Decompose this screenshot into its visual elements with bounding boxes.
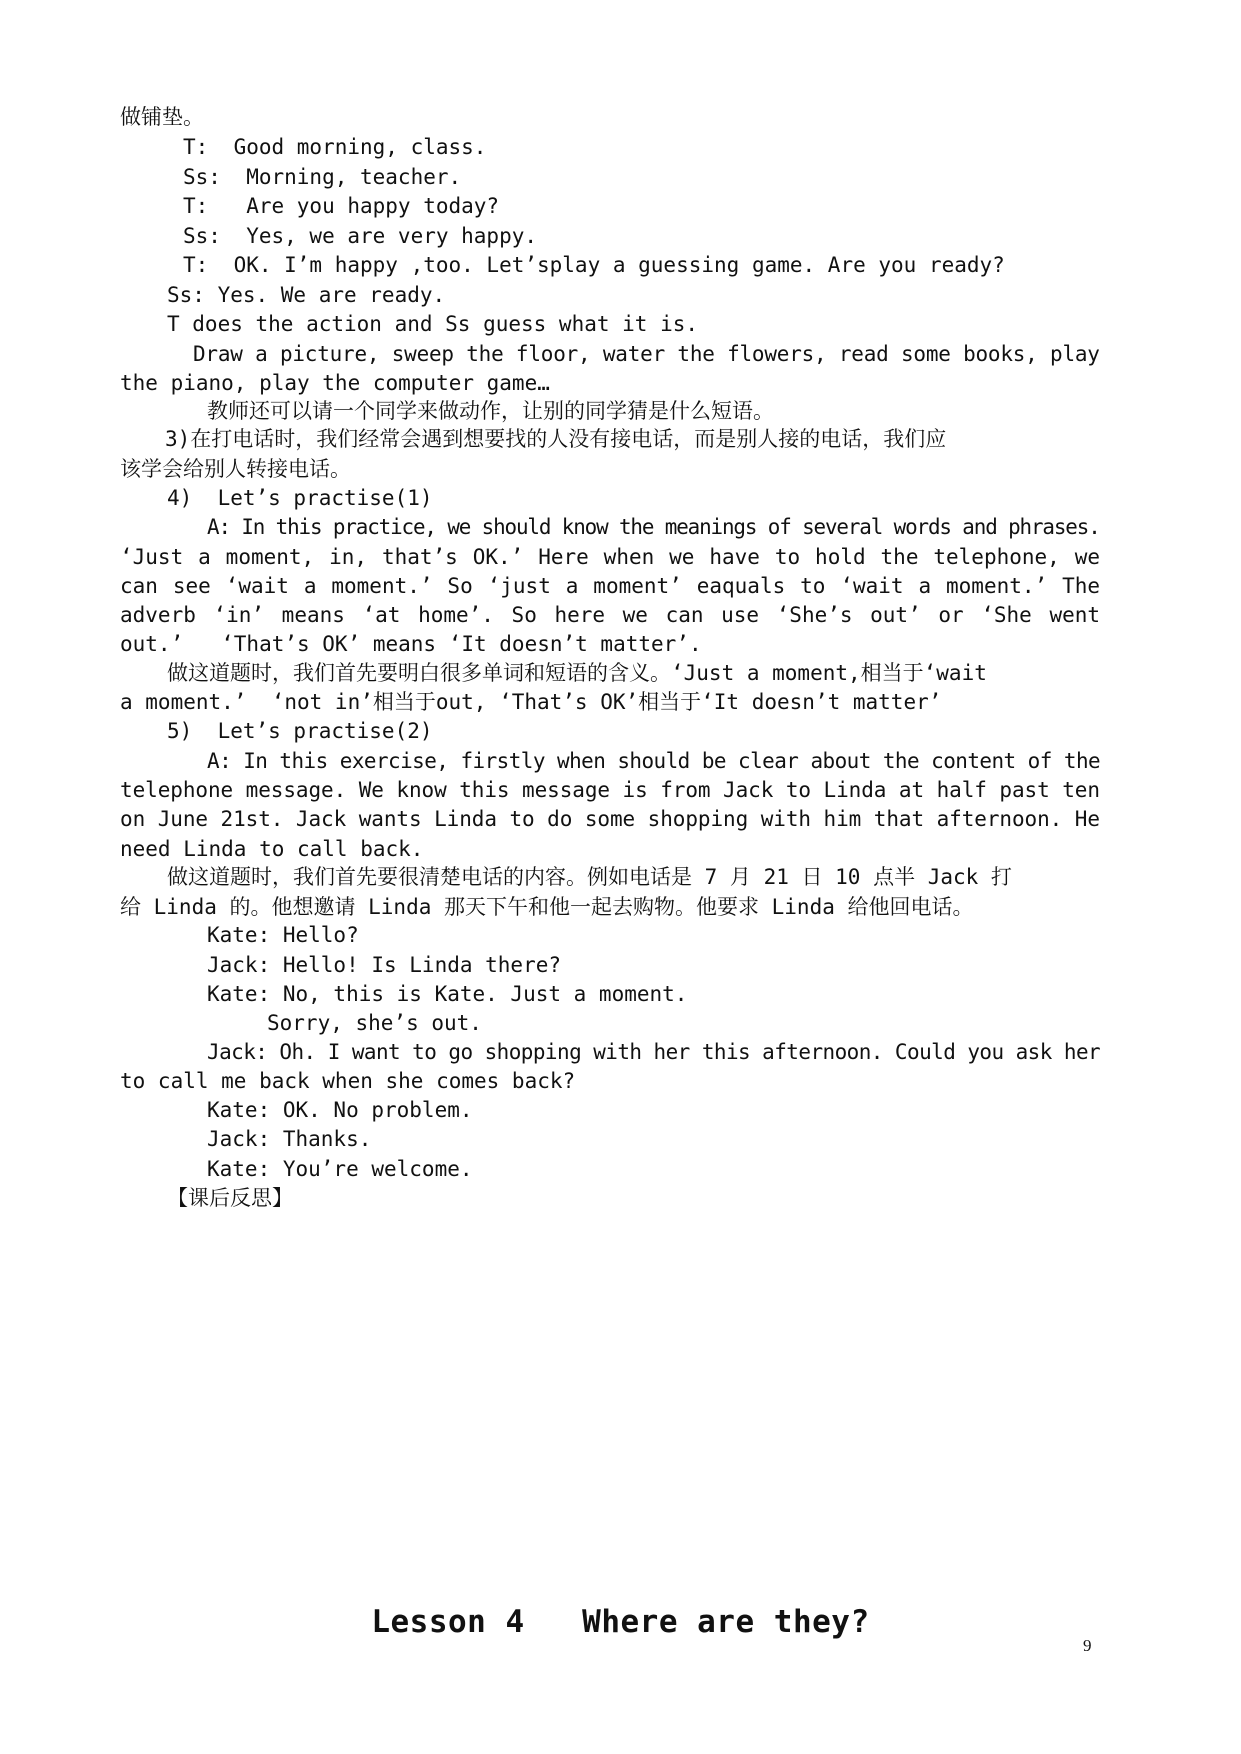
text-line: Jack: Oh. I want to go shopping with her this afternoon. Could you ask her (207, 1040, 1101, 1064)
lesson-heading: Lesson 4 Where are they? (371, 1604, 870, 1640)
text-line: 该学会给别人转接电话。 (120, 457, 351, 481)
text-line: A: In this exercise, firstly when should be clear about the content of the (207, 749, 1101, 773)
text-line: 4) Let’s practise(1) (167, 486, 433, 510)
text-line: out.’ ‘That’s OK’ means ‘It doesn’t matter’. (120, 632, 702, 656)
text-line: 做这道题时，我们首先要明白很多单词和短语的含义。‘Just a moment,相当于‘wait (167, 661, 987, 685)
text-line: 给 Linda 的。他想邀请 Linda 那天下午和他一起去购物。他要求 Linda 给他回电话。 (120, 895, 974, 919)
text-line: Draw a picture, sweep the floor, water the flowers, read some books, play (193, 342, 1100, 366)
text-line: ‘Just a moment, in, that’s OK.’ Here when we have to hold the telephone, we (120, 545, 1101, 569)
text-line: telephone message. We know this message is from Jack to Linda at half past ten (120, 778, 1100, 802)
text-line: Kate: Hello? (207, 923, 359, 947)
text-line: Kate: OK. No problem. (207, 1098, 473, 1122)
text-line: T: OK. I’m happy ,too. Let’splay a guessing game. Are you ready? (183, 253, 1005, 277)
text-line: 教师还可以请一个同学来做动作，让别的同学猜是什么短语。 (207, 399, 774, 423)
text-line: T does the action and Ss guess what it is. (167, 312, 699, 336)
text-line: Jack: Thanks. (207, 1127, 372, 1151)
text-line: Ss: Yes. We are ready. (167, 283, 446, 307)
text-line: 5) Let’s practise(2) (167, 719, 433, 743)
text-line: Kate: You’re welcome. (207, 1157, 473, 1181)
text-line: Ss: Yes, we are very happy. (183, 224, 538, 248)
text-line: Ss: Morning, teacher. (183, 165, 462, 189)
text-line: Jack: Hello! Is Linda there? (207, 953, 562, 977)
text-line: 3)在打电话时，我们经常会遇到想要找的人没有接电话，而是别人接的电话，我们应 (165, 427, 947, 451)
text-line: 做这道题时，我们首先要很清楚电话的内容。例如电话是 7 月 21 日 10 点半 Jack 打 (167, 865, 1012, 889)
text-line: Sorry, she’s out. (267, 1011, 482, 1035)
text-line: can see ‘wait a moment.’ So ‘just a moment’ eaquals to ‘wait a moment.’ The (120, 574, 1101, 598)
text-line: Kate: No, this is Kate. Just a moment. (207, 982, 688, 1006)
page-number: 9 (1083, 1636, 1092, 1655)
text-line: T: Are you happy today? (183, 194, 500, 218)
text-line: A: In this practice, we should know the meanings of several words and phrases. (207, 515, 1100, 539)
text-line: on June 21st. Jack wants Linda to do some shopping with him that afternoon. He (120, 807, 1100, 831)
text-line: the piano, play the computer game… (120, 371, 550, 395)
text-line: 做铺垫。 (120, 105, 204, 129)
text-line: a moment.’ ‘not in’相当于out, ‘That’s OK’相当于‘It doesn’t matter’ (120, 690, 942, 714)
text-line: T: Good morning, class. (183, 135, 487, 159)
text-line: to call me back when she comes back? (120, 1069, 576, 1093)
text-line: adverb ‘in’ means ‘at home’. So here we can use ‘She’s out’ or ‘She went (120, 603, 1101, 627)
text-line: need Linda to call back. (120, 837, 424, 861)
text-line: 【课后反思】 (167, 1186, 293, 1210)
